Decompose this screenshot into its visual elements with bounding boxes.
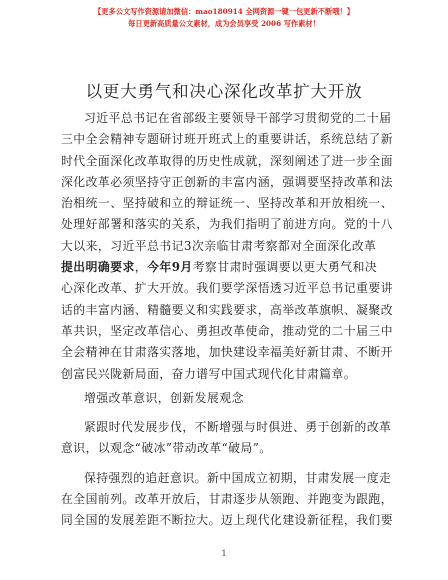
text-line: 深化改革必须坚持守正创新的丰富内涵，强调要坚持改革和法 [61, 174, 394, 189]
text-line: 话的丰富内涵、精髓要义和实践要求，高举改革旗帜、凝聚改 [61, 302, 394, 317]
text-line: 三中全会精神专题研讨班开班式上的重要讲话，系统总结了新 [61, 132, 394, 147]
text-span: ， [134, 260, 148, 275]
text-line: 时代全面深化改革取得的历史性成就，深刻阐述了进一步全面 [61, 153, 394, 168]
promo-banner-line-1: 【更多公文写作资源请加微信：mao180914 全网资源一键一包更新不断哦！】 [94, 7, 354, 16]
page-number: 1 [221, 549, 227, 558]
text-line: 创富民兴陇新局面，奋力谱写中国式现代化甘肃篇章。 [61, 366, 357, 381]
text-line: 紧跟时代发展步伐，不断增强与时俱进、勇于创新的改革 [84, 420, 392, 435]
text-line: 同全国的发展差距不断拉大。迈上现代化建设新征程，我们要 [61, 513, 394, 528]
text-line: 习近平总书记在省部级主要领导干部学习贯彻党的二十届 [84, 111, 392, 125]
promo-banner [0, 6, 448, 30]
text-line: 大以来，习近平总书记3次亲临甘肃考察都对全面深化改革 [61, 238, 377, 253]
text-line: 在全国前列。改革开放后，甘肃逐步从领跑、并跑变为跟跑， [61, 492, 394, 507]
text-line: 意识，以观念“破冰”带动改革“破局”。 [61, 441, 272, 456]
document-body [61, 108, 394, 532]
text-span: 考察甘肃时强调要以更大勇气和决 [192, 260, 378, 275]
spacer [61, 409, 389, 417]
paragraph-3 [61, 468, 394, 532]
promo-banner-line-2: 每日更新高质量公文素材，成为会员享受 2006 写作素材！ [128, 19, 320, 28]
text-line-emphasis [61, 257, 389, 278]
document-title: 以更大勇气和决心深化改革扩大开放 [85, 82, 363, 101]
paragraph-1 [61, 108, 394, 385]
text-line: 心深化改革、扩大开放。我们要学深悟透习近平总书记重要讲 [61, 281, 394, 296]
text-line: 治相统一、坚持破和立的辩证统一、坚持改革和开放相统一、 [61, 196, 394, 211]
text-line: 保持强烈的追赶意识。新中国成立初期，甘肃发展一度走 [84, 470, 392, 485]
paragraph-2 [61, 417, 392, 460]
text-line: 革共识，坚定改革信心、勇担改革使命，推动党的二十届三中 [61, 323, 394, 338]
text-line: 处理好部署和落实的关系，为我们指明了前进方向。党的十八 [61, 217, 394, 232]
section-heading: 增强改革意识，创新发展观念 [84, 390, 244, 405]
bold-phrase: 提出明确要求 [61, 260, 135, 275]
bold-phrase: 今年9月 [147, 260, 193, 275]
text-line: 全会精神在甘肃落实落地，加快建设幸福美好新甘肃、不断开 [61, 345, 394, 360]
spacer [61, 460, 389, 468]
